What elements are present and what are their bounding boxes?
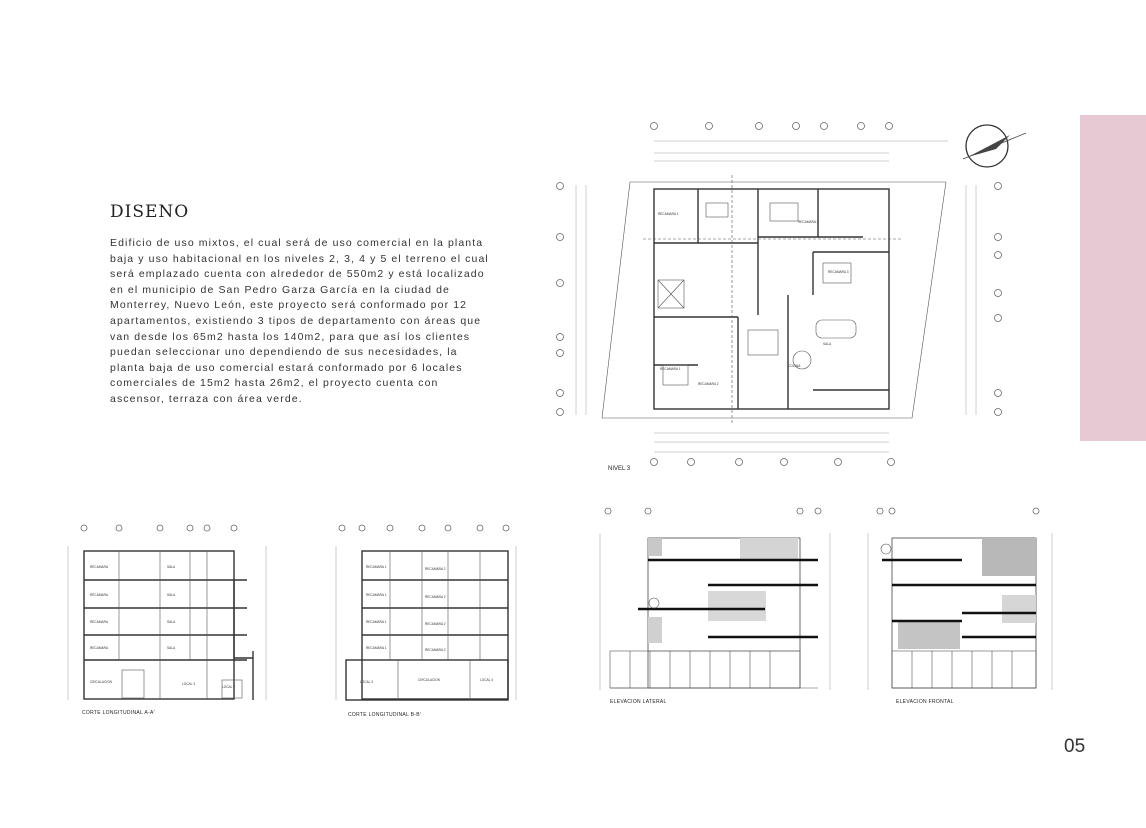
svg-text:LOCAL 3: LOCAL 3 <box>360 680 373 684</box>
svg-text:RECAMARA 2: RECAMARA 2 <box>425 567 446 571</box>
svg-text:RECAMARA 2: RECAMARA 2 <box>425 622 446 626</box>
svg-text:SALA: SALA <box>167 620 176 624</box>
svg-text:SALA: SALA <box>823 342 832 346</box>
svg-text:RECAMARA 1: RECAMARA 1 <box>366 620 387 624</box>
svg-text:RECAMARA: RECAMARA <box>90 646 109 650</box>
front-elevation-drawing <box>862 505 1062 710</box>
section-bb-caption: CORTE LONGITUDINAL B-B' <box>348 712 422 718</box>
svg-text:RECAMARA 2: RECAMARA 2 <box>698 382 719 386</box>
accent-bar <box>1080 115 1146 441</box>
svg-text:LOCAL 3: LOCAL 3 <box>182 682 195 686</box>
svg-text:RECAMARA 1: RECAMARA 1 <box>658 212 679 216</box>
plan-grid <box>557 123 1002 466</box>
svg-text:SALA: SALA <box>167 646 176 650</box>
side-elevation-caption: ELEVACION LATERAL <box>610 699 667 705</box>
side-elevation-drawing <box>590 505 840 710</box>
svg-text:RECAMARA 2: RECAMARA 2 <box>425 595 446 599</box>
svg-text:RECAMARA 1: RECAMARA 1 <box>366 593 387 597</box>
section-bb-drawing <box>330 518 525 723</box>
svg-text:RECAMARA 1: RECAMARA 1 <box>366 646 387 650</box>
svg-text:RECAMARA: RECAMARA <box>90 565 109 569</box>
section-title: DISENO <box>110 202 190 222</box>
floor-plan-drawing <box>548 115 1048 480</box>
svg-text:RECAMARA 3: RECAMARA 3 <box>828 270 849 274</box>
page-number: 05 <box>1064 736 1086 757</box>
svg-text:SALA: SALA <box>167 593 176 597</box>
svg-text:LOCAL 2: LOCAL 2 <box>222 685 235 689</box>
section-body: Edificio de uso mixtos, el cual será de uso comercial en la planta baja y uso habitacional en los niveles 2, 3, 4 y 5 el terreno el cual será emplazado cuenta con alrededor de 550m2 y está localizado en el municipio de San Pedro Garza García en la ciudad de Monterrey, Nuevo León, este proyecto será conformado por 12 apartamentos, existiendo 3 tipos de departamento con áreas que van desde los 65m2 hasta los 140m2, para que así los clientes puedan seleccionar uno dependiendo de sus necesidades, la planta baja de uso comercial estará conformado por 6 locales comerciales de 15m2 hasta 26m2, el proyecto cuenta con ascensor, terraza con área verde. <box>110 237 489 405</box>
plan-walls <box>643 175 903 425</box>
svg-text:RECAMARA 2: RECAMARA 2 <box>798 220 819 224</box>
floor-plan-label: NIVEL 3 <box>608 466 631 472</box>
north-arrow-icon <box>963 125 1026 167</box>
svg-text:RECAMARA: RECAMARA <box>90 620 109 624</box>
svg-text:COCINA: COCINA <box>788 364 801 368</box>
svg-text:RECAMARA: RECAMARA <box>90 593 109 597</box>
svg-text:SALA: SALA <box>167 565 176 569</box>
svg-text:CIRCULACION: CIRCULACION <box>90 680 112 684</box>
svg-text:RECAMARA 1: RECAMARA 1 <box>366 565 387 569</box>
section-aa-caption: CORTE LONGITUDINAL A-A' <box>82 710 155 716</box>
svg-text:LOCAL 4: LOCAL 4 <box>480 678 493 682</box>
section-aa-drawing <box>62 518 277 718</box>
svg-text:CIRCULACION: CIRCULACION <box>418 678 440 682</box>
svg-text:RECAMARA 1: RECAMARA 1 <box>660 367 681 371</box>
svg-text:RECAMARA 2: RECAMARA 2 <box>425 648 446 652</box>
front-elevation-caption: ELEVACION FRONTAL <box>896 699 954 705</box>
